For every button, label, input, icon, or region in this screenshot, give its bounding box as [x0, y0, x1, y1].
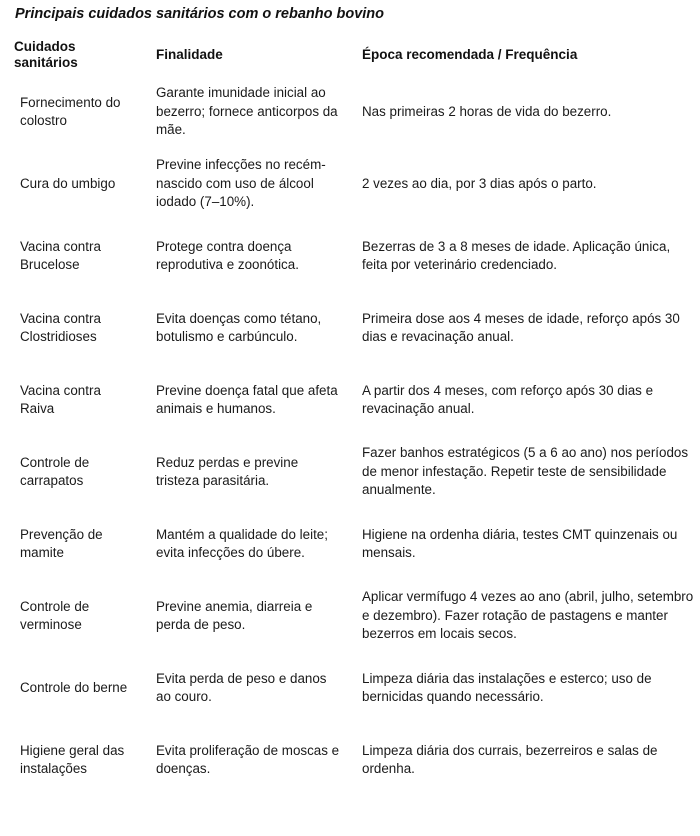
cell-cuidado — [0, 148, 146, 220]
cell-epoca — [354, 436, 700, 508]
page-title: Principais cuidados sanitários com o rebanho bovino — [15, 6, 385, 22]
cell-text: Aplicar vermífugo 4 vezes ao ano (abril, julho, setembro e dezembro). Fazer rotação de pastagens e manter bezerros em locais secos. — [362, 589, 694, 642]
cell-epoca — [354, 76, 700, 148]
column-header-cuidados-sanitarios — [0, 33, 146, 76]
cell-finalidade — [146, 292, 354, 364]
table-row — [0, 580, 700, 652]
column-header-epoca-frequencia — [354, 33, 700, 76]
cell-text: Higiene geral das instalações — [20, 742, 125, 776]
cell-text: Vacina contra Brucelose — [20, 238, 101, 272]
table-row — [0, 652, 700, 724]
column-header-finalidade — [146, 33, 354, 76]
cell-text: Evita doenças como tétano, botulismo e carbúnculo. — [156, 310, 322, 344]
cell-text: Evita perda de peso e danos ao couro. — [156, 670, 327, 704]
cell-text: Limpeza diária dos currais, bezerreiros e salas de ordenha. — [362, 742, 658, 776]
cell-text: Previne infecções no recém-nascido com uso de álcool iodado (7–10%). — [156, 157, 326, 210]
column-header-label: Finalidade — [156, 46, 223, 62]
table-header — [0, 33, 700, 76]
table-row — [0, 436, 700, 508]
cell-text: Vacina contra Raiva — [20, 382, 101, 416]
cell-text: Controle do berne — [20, 679, 128, 695]
cell-text: Controle de verminose — [20, 598, 90, 632]
cell-finalidade — [146, 148, 354, 220]
cell-epoca — [354, 724, 700, 796]
cell-text: Mantém a qualidade do leite; evita infecções do úbere. — [156, 526, 328, 560]
cell-text: Reduz perdas e previne tristeza parasitária. — [156, 454, 299, 488]
cell-text: 2 vezes ao dia, por 3 dias após o parto. — [362, 175, 597, 191]
table-row — [0, 148, 700, 220]
table-row — [0, 508, 700, 580]
cell-text: Cura do umbigo — [20, 175, 116, 191]
cell-cuidado — [0, 292, 146, 364]
cell-text: Previne anemia, diarreia e perda de peso. — [156, 598, 313, 632]
table-row — [0, 76, 700, 148]
cell-cuidado — [0, 364, 146, 436]
cell-text: Fazer banhos estratégicos (5 a 6 ao ano) nos períodos de menor infestação. Repetir teste de sensibilidade anualmente. — [362, 445, 689, 498]
cell-epoca — [354, 508, 700, 580]
cell-finalidade — [146, 76, 354, 148]
table-row — [0, 292, 700, 364]
cell-cuidado — [0, 580, 146, 652]
cell-text: Nas primeiras 2 horas de vida do bezerro. — [362, 103, 612, 119]
cell-finalidade — [146, 580, 354, 652]
cell-epoca — [354, 148, 700, 220]
cell-finalidade — [146, 508, 354, 580]
cell-text: A partir dos 4 meses, com reforço após 30 dias e revacinação anual. — [362, 382, 654, 416]
cell-cuidado — [0, 436, 146, 508]
cell-text: Evita proliferação de moscas e doenças. — [156, 742, 340, 776]
table-body — [0, 76, 700, 796]
table-row — [0, 724, 700, 796]
cell-text: Higiene na ordenha diária, testes CMT quinzenais ou mensais. — [362, 526, 678, 560]
cell-finalidade — [146, 652, 354, 724]
cell-text: Controle de carrapatos — [20, 454, 90, 488]
cell-text: Protege contra doença reprodutiva e zoonótica. — [156, 238, 299, 272]
cell-finalidade — [146, 364, 354, 436]
cell-text: Bezerras de 3 a 8 meses de idade. Aplicação única, feita por veterinário credenciado. — [362, 238, 671, 272]
cell-text: Vacina contra Clostridioses — [20, 310, 101, 344]
column-header-label: Época recomendada / Frequência — [362, 46, 578, 62]
cell-cuidado — [0, 508, 146, 580]
table-row — [0, 364, 700, 436]
cell-text: Limpeza diária das instalações e esterco; uso de bernicidas quando necessário. — [362, 670, 652, 704]
cell-finalidade — [146, 436, 354, 508]
table-row — [0, 220, 700, 292]
cell-cuidado — [0, 76, 146, 148]
cell-epoca — [354, 580, 700, 652]
cell-text: Prevenção de mamite — [20, 526, 103, 560]
animal-health-care-table — [0, 33, 700, 796]
column-header-label: Cuidados sanitários — [14, 38, 78, 70]
cell-text: Primeira dose aos 4 meses de idade, reforço após 30 dias e revacinação anual. — [362, 310, 680, 344]
cell-cuidado — [0, 724, 146, 796]
cell-cuidado — [0, 220, 146, 292]
cell-text: Fornecimento do colostro — [20, 94, 121, 128]
table-header-row — [0, 33, 700, 76]
cell-epoca — [354, 292, 700, 364]
cell-finalidade — [146, 220, 354, 292]
cell-epoca — [354, 220, 700, 292]
cell-epoca — [354, 652, 700, 724]
cell-text: Previne doença fatal que afeta animais e humanos. — [156, 382, 338, 416]
cell-finalidade — [146, 724, 354, 796]
cell-epoca — [354, 364, 700, 436]
cell-cuidado — [0, 652, 146, 724]
cell-text: Garante imunidade inicial ao bezerro; fornece anticorpos da mãe. — [156, 85, 338, 138]
